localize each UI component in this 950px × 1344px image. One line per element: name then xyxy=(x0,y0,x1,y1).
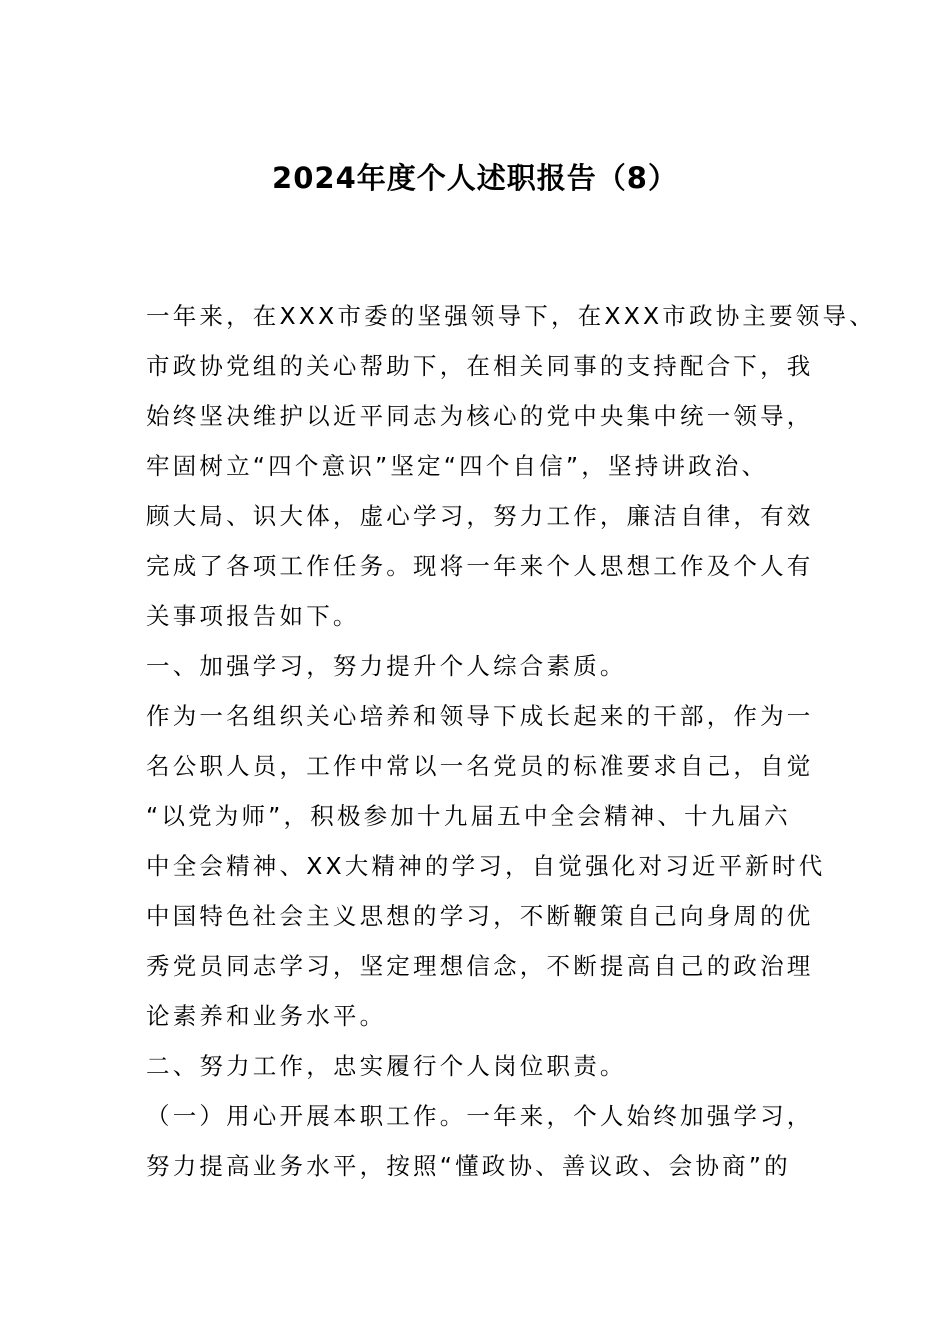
body-line-7: 关事项报告如下。 xyxy=(146,602,360,630)
body-line-17: （一）用心开展本职工作。一年来，个人始终加强学习， xyxy=(146,1102,814,1130)
document-body xyxy=(146,298,876,1198)
body-line-11: “以党为师”，积极参加十九届五中全会精神、十九届六 xyxy=(146,802,791,830)
body-line-2: 市政协党组的关心帮助下，在相关同事的支持配合下，我 xyxy=(146,352,814,380)
body-line-4: 牢固树立“四个意识”坚定“四个自信”，坚持讲政治、 xyxy=(146,452,769,480)
section-heading-2: 二、努力工作，忠实履行个人岗位职责。 xyxy=(146,1052,627,1080)
body-line-1: 一年来，在XXX市委的坚强领导下，在XXX市政协主要领导、 xyxy=(146,302,876,330)
body-line-6: 完成了各项工作任务。现将一年来个人思想工作及个人有 xyxy=(146,552,814,580)
section-heading-1: 一、加强学习，努力提升个人综合素质。 xyxy=(146,652,627,680)
body-line-9: 作为一名组织关心培养和领导下成长起来的干部，作为一 xyxy=(146,702,814,730)
document-title: 2024年度个人述职报告（8） xyxy=(272,161,678,195)
body-line-3: 始终坚决维护以近平同志为核心的党中央集中统一领导， xyxy=(146,402,814,430)
body-line-12: 中全会精神、XX大精神的学习，自觉强化对习近平新时代 xyxy=(146,852,826,880)
body-line-5: 顾大局、识大体，虚心学习，努力工作，廉洁自律，有效 xyxy=(146,502,814,530)
body-line-13: 中国特色社会主义思想的学习，不断鞭策自己向身周的优 xyxy=(146,902,814,930)
body-line-15: 论素养和业务水平。 xyxy=(146,1002,387,1030)
body-line-10: 名公职人员，工作中常以一名党员的标准要求自己，自觉 xyxy=(146,752,814,780)
body-line-14: 秀党员同志学习，坚定理想信念，不断提高自己的政治理 xyxy=(146,952,814,980)
body-line-18: 努力提高业务水平，按照“懂政协、善议政、会协商”的 xyxy=(146,1152,791,1180)
